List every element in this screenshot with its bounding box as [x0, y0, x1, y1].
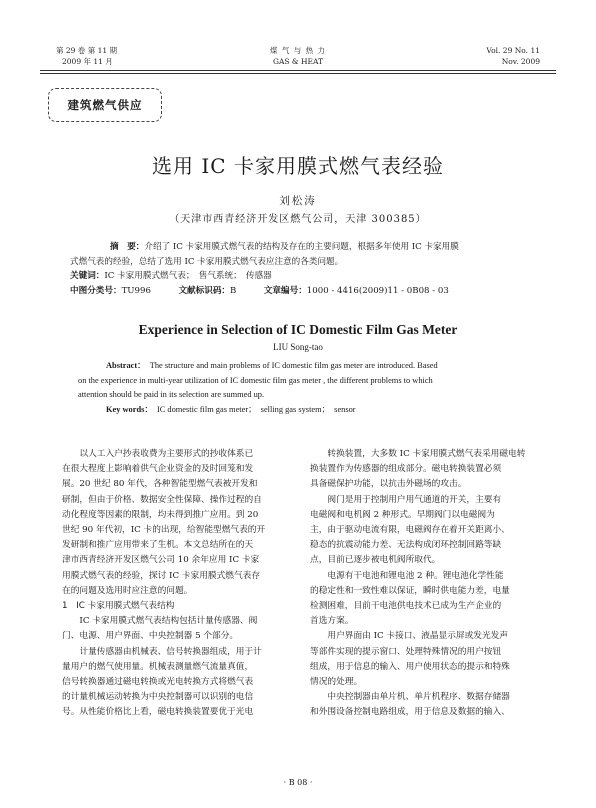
abstract-cn — [70, 240, 530, 298]
journal-name-cn: 煤 气 与 热 力 — [269, 46, 327, 55]
paragraph-line: 电磁阀和电机阀 2 种形式。早期阀门以电磁阀为 — [310, 509, 495, 520]
abstract-cn-label: 摘 要： — [110, 242, 145, 252]
doc-code-label: 文献标识码： — [178, 285, 231, 296]
abstract-en-line-3: attention should be paid in its selection are summed up. — [78, 390, 265, 399]
abstract-en — [78, 359, 518, 417]
abstract-en-line-2: on the experience in multi-year utilization of IC domestic film gas meter , the different problems to which — [78, 375, 433, 385]
paragraph-line: 的计量机械运动转换为中央控制器可以识别的电信 — [62, 692, 254, 703]
keywords-en-text: IC domestic film gas meter； selling gas system； sensor — [156, 404, 356, 414]
clc-value: TU996 — [121, 285, 151, 296]
paragraph-line: 点，目前已逐步被电机阀所取代。 — [310, 555, 441, 566]
paragraph-line: 稳态的抗震动能力差、无法构成闭环控制回路等缺 — [310, 540, 502, 551]
paragraph-line: 换装置作为传感器的组成部分。磁电转换装置必须 — [310, 464, 502, 475]
paragraph-line: 检测困难，目前干电池供电技术已成为生产企业的 — [310, 601, 502, 612]
affiliation-cn: （天津市西青经济开发区燃气公司，天津 300385） — [169, 214, 427, 225]
paragraph-line: 电源有干电池和锂电池 2 种。锂电池化学性能 — [327, 570, 504, 581]
paragraph-line: 用户界面由 IC 卡接口、液晶显示屏或发光发声 — [327, 631, 509, 642]
author-en: LIU Song-tao — [273, 342, 323, 352]
abstract-cn-text-1: 介绍了 IC 卡家用膜式燃气表的结构及存在的主要问题，根据多年使用 IC 卡家用膜 — [144, 242, 459, 252]
paragraph-line: 中央控制器由单片机、单片机程序、数据存储器 — [327, 692, 510, 703]
paragraph-line: 在的问题及选用时应注意的问题。 — [62, 585, 193, 596]
article-number-label: 文章编号： — [263, 285, 307, 296]
paragraph-line: 具备磁保护功能，以抗击外磁场的攻击。 — [310, 479, 467, 490]
abstract-cn-text-2: 式燃气表的经验，总结了选用 IC 卡家用膜式燃气表应注意的各类问题。 — [70, 256, 344, 267]
paragraph-line: 世纪 90 年代初，IC 卡的出现，给智能型燃气表的开 — [62, 525, 266, 536]
paragraph-line: 组成，用于信息的输入、用户使用状态的提示和特殊 — [310, 661, 510, 672]
keywords-cn-label: 关键词： — [70, 271, 105, 281]
body-column-right — [310, 447, 532, 721]
paragraph-line: 号。从性能价格比上看，磁电转换装置要优于光电 — [62, 707, 254, 718]
paragraph-line: 主，由于驱动电流有限，电磁阀存在着开关距离小、 — [310, 525, 510, 536]
clc-label: 中图分类号： — [70, 285, 122, 296]
paragraph-line: 用膜式燃气表的经验，探讨 IC 卡家用膜式燃气表存 — [62, 570, 261, 581]
journal-volume-en: Vol. 29 No. 11 — [486, 46, 540, 55]
paragraph-line: IC 卡家用膜式燃气表结构包括计量传感器、阀 — [79, 616, 258, 627]
section-heading: 1 IC 卡家用膜式燃气表结构 — [62, 601, 175, 612]
paragraph-line: 研制，但由于价格、数据安全性保障、操作过程的自 — [62, 494, 262, 505]
keywords-cn-text: IC 卡家用膜式燃气表； 售气系统； 传感器 — [104, 271, 272, 281]
author-cn: 刘松涛 — [279, 195, 317, 207]
paragraph-line: 等部件实现的提示窗口、处理特殊情况的用户按钮 — [310, 646, 502, 657]
paragraph-line: 动化程度等因素的限制，均未得到推广应用。到 20 — [62, 509, 259, 520]
paragraph-line: 展。20 世纪 80 年代，各种智能型燃气表被开发和 — [62, 479, 258, 490]
paragraph-line: 量用户的燃气使用量。机械表测量燃气流量真值， — [62, 661, 254, 672]
journal-date-en: Nov. 2009 — [501, 57, 540, 66]
paragraph-line: 阀门是用于控制用户用气通道的开关，主要有 — [327, 494, 502, 505]
paragraph-line: 门、电源、用户界面、中央控制器 5 个部分。 — [62, 631, 239, 642]
paragraph-line: 津市西青经济开发区燃气公司 10 余年应用 IC 卡家 — [62, 555, 260, 566]
paragraph-line: 以人工入户抄表收费为主要形式的抄收体系已 — [79, 449, 254, 459]
body-column-left — [62, 447, 284, 721]
header-rule-top — [40, 70, 556, 71]
paragraph-line: 情况的处理。 — [310, 677, 363, 688]
abstract-en-label: Abstract： — [106, 361, 146, 370]
journal-date: 2009 年 11 月 — [62, 57, 113, 66]
paragraph-line: 首选方案。 — [310, 616, 354, 627]
section-label: 建筑燃气供应 — [48, 88, 162, 122]
paragraph-line: 的稳定性和一致性难以保证，瞬时供电能力差，电量 — [310, 585, 510, 596]
journal-volume-issue: 第 29 卷 第 11 期 — [56, 46, 118, 55]
paper-title-en: Experience in Selection of IC Domestic Film Gas Meter — [138, 322, 458, 337]
paragraph-line: 发研制和推广应用带来了生机。本文总结所在的天 — [62, 540, 254, 551]
paragraph-line: 在很大程度上影响着供气企业资金的及时回笼和发 — [62, 464, 254, 475]
paragraph-line: 计量传感器由机械表、信号转换器组成，用于计 — [79, 646, 262, 657]
abstract-en-line-1: The structure and main problems of IC domestic film gas meter are introduced. Based — [149, 361, 438, 370]
keywords-en-label: Key words： — [106, 404, 153, 414]
paragraph-line: 转换装置，大多数 IC 卡家用膜式燃气表采用磁电转 — [327, 449, 526, 459]
paragraph-line: 信号转换器通过磁电转换或光电转换方式将燃气表 — [62, 677, 254, 688]
article-number-value: 1000 - 4416(2009)11 - 0B08 - 03 — [306, 285, 449, 296]
page-number: · B 08 · — [283, 778, 313, 787]
paragraph-line: 和外围设备控制电路组成，用于信息及数据的输入、 — [310, 707, 510, 718]
classification-line — [70, 284, 530, 299]
doc-code-value: B — [230, 285, 237, 296]
paper-title-cn: 选用 IC 卡家用膜式燃气表经验 — [152, 154, 444, 178]
journal-name-en: GAS & HEAT — [272, 57, 323, 66]
header-rule-bottom — [40, 73, 556, 74]
